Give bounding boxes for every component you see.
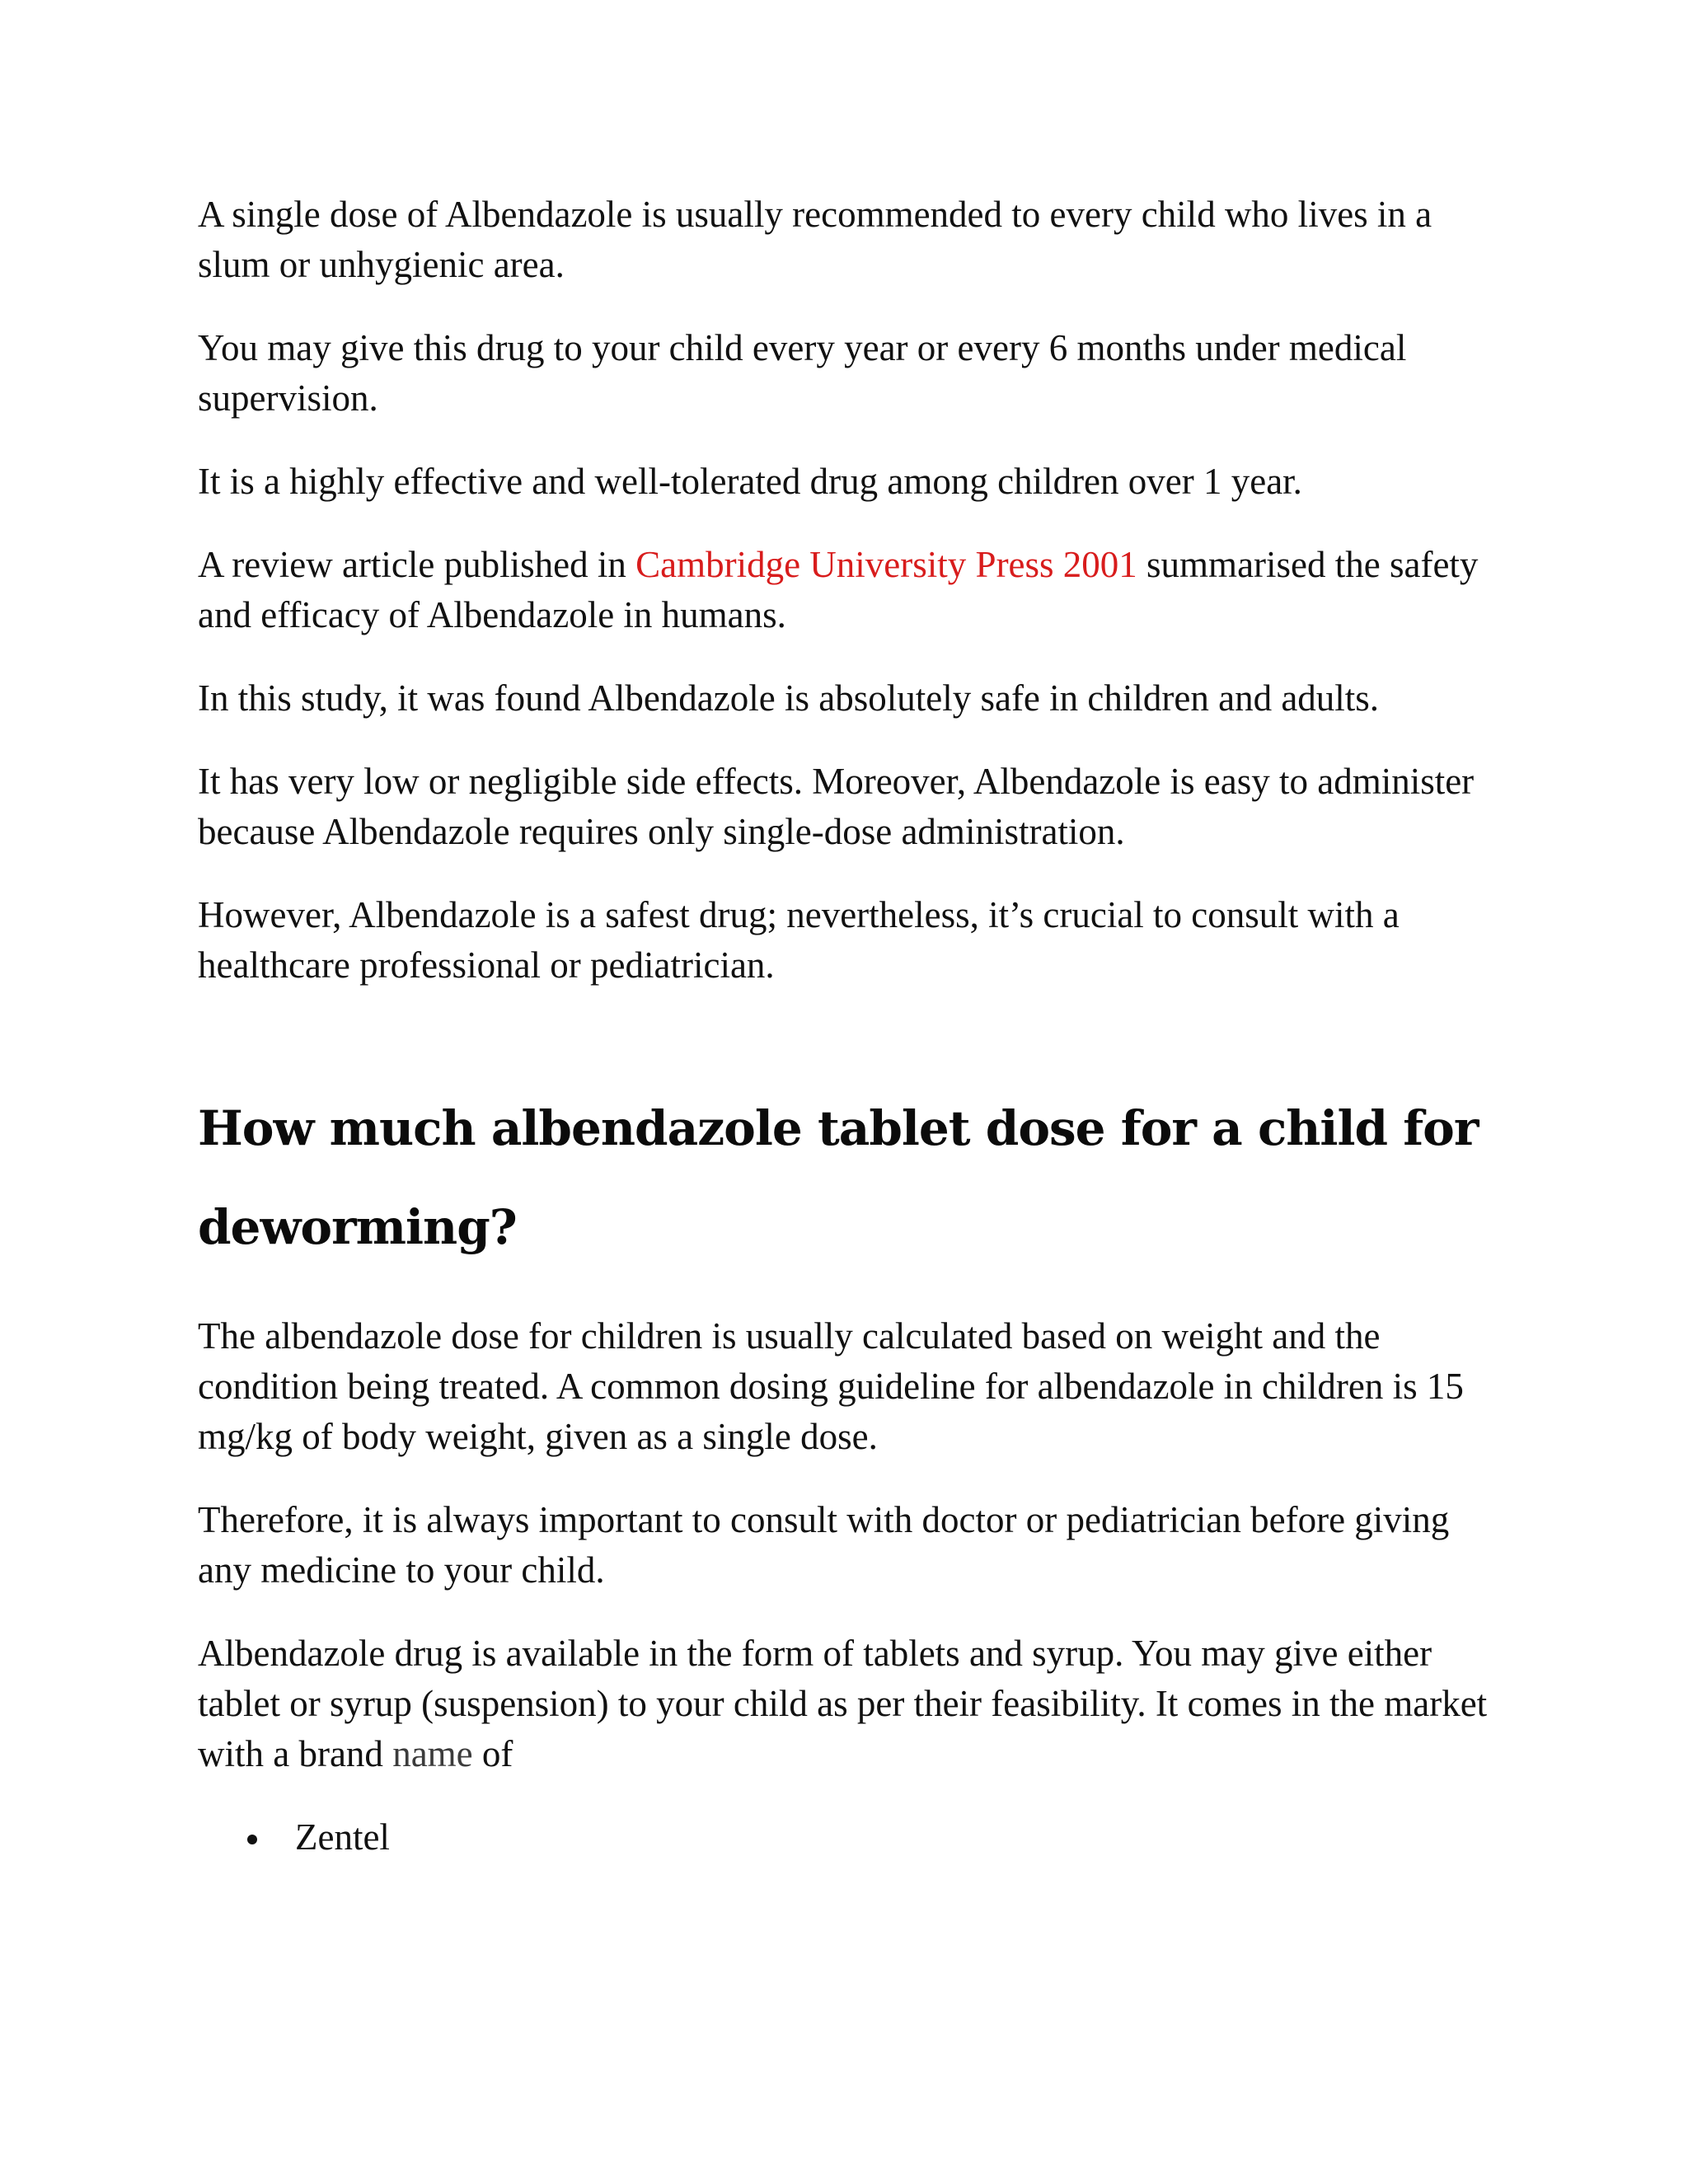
paragraph-effectiveness: It is a highly effective and well-tolerated drug among children over 1 year. [198,461,1302,502]
paragraph-consult: However, Albendazole is a safest drug; nevertheless, it’s crucial to consult with a healthcare professional or pediatrician. [198,894,1400,986]
paragraph-brands [198,1629,1500,1779]
review-suffix: summarised the safety and efficacy of Albendazole in humans. [198,544,1479,635]
article-body [198,190,1500,1863]
paragraph-frequency: You may give this drug to your child every year or every 6 months under medical supervision. [198,327,1407,419]
brand-list [198,1812,1500,1863]
paragraph-side-effects: It has very low or negligible side effects. Moreover, Albendazole is easy to administer because Albendazole requires only single-dose administration. [198,761,1475,852]
section-heading: How much albendazole tablet dose for a child for deworming? [198,1100,1479,1255]
paragraph-single-dose: A single dose of Albendazole is usually recommended to every child who lives in a slum or unhygienic area. [198,194,1432,285]
brand-prefix: Albendazole drug is available in the form of tablets and syrup. You may give either tablet or syrup (suspension) to your child as per their feasibility. It comes in the market with a brand [198,1633,1488,1774]
brand-suffix: of [472,1733,513,1774]
paragraph-review [198,540,1500,640]
paragraph-dose-calculation: The albendazole dose for children is usually calculated based on weight and the condition being treated. A common dosing guideline for albendazole in children is 15 mg/kg of body weight, given as a single dose. [198,1315,1464,1457]
review-prefix: A review article published in [198,544,636,585]
list-item [247,1812,1500,1863]
brand-name-word: name [392,1733,473,1774]
brand-zentel: Zentel [295,1816,390,1858]
paragraph-consult-doctor: Therefore, it is always important to consult with doctor or pediatrician before giving any medicine to your child. [198,1499,1450,1591]
cambridge-press-link[interactable]: Cambridge University Press 2001 [635,544,1137,585]
paragraph-study-safety: In this study, it was found Albendazole is absolutely safe in children and adults. [198,677,1380,719]
bullet-dot-icon [247,1835,257,1844]
